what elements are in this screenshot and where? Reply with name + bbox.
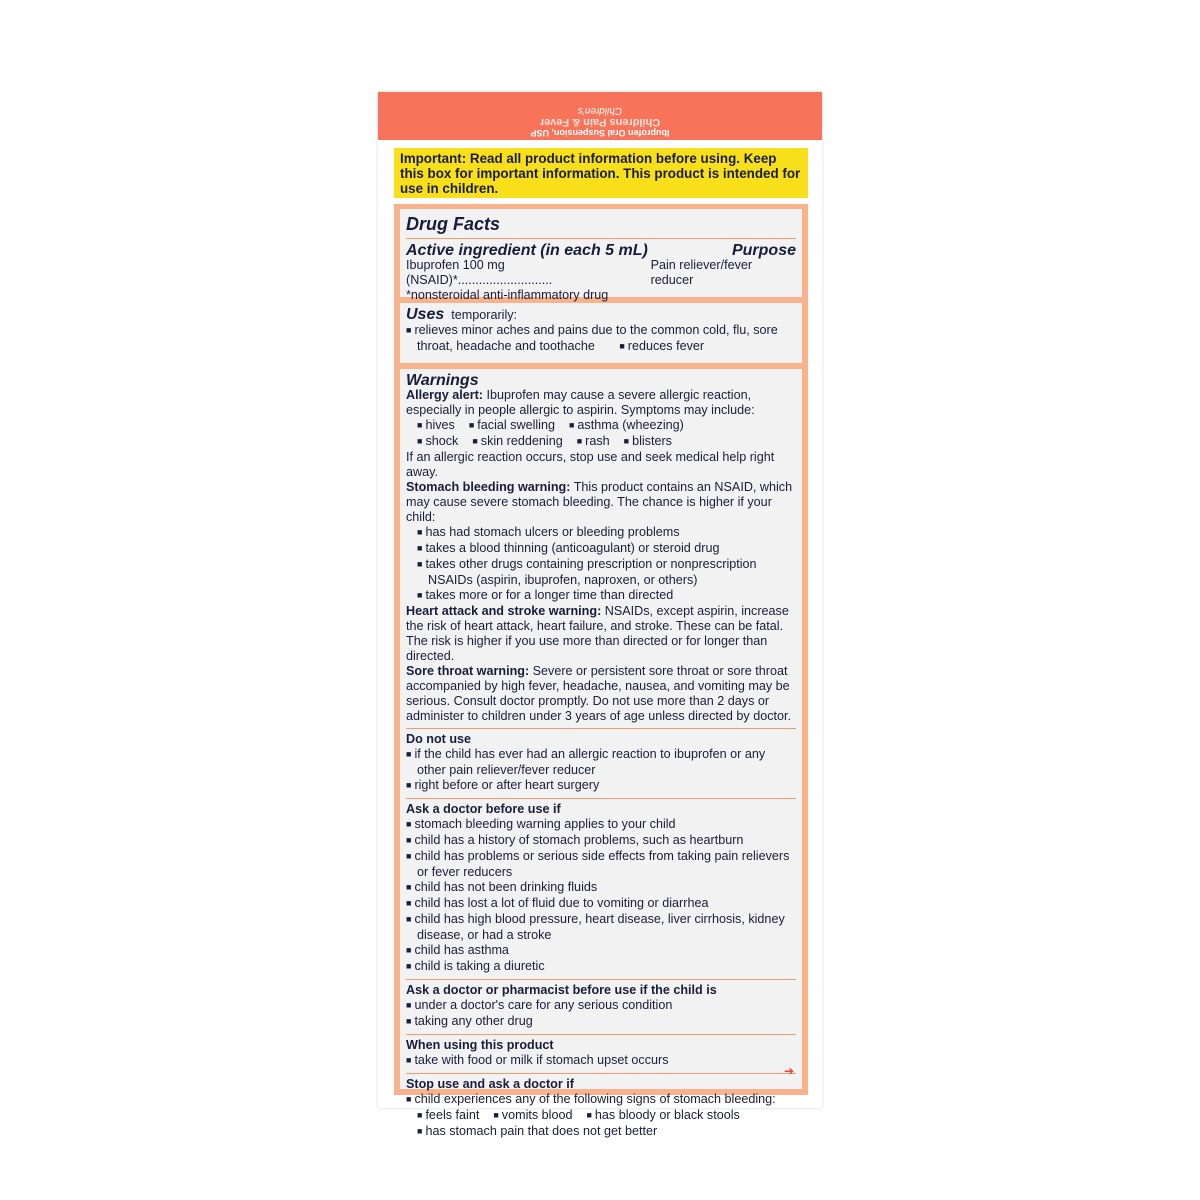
ask-doctor-item: ■ child has high blood pressure, heart disease, liver cirrhosis, kidney disease, or had a stroke: [406, 912, 796, 943]
warnings-section: [400, 369, 802, 1138]
box-top-flap: [378, 92, 822, 140]
symptoms-row-2: [406, 434, 796, 450]
divider: [406, 728, 796, 729]
ask-doctor-item: ■ child has a history of stomach problems, such as heartburn: [406, 833, 796, 849]
ask-doctor-item: ■ child is taking a diuretic: [406, 959, 796, 975]
product-box-back: [378, 92, 822, 1138]
stop-use-intro: ■ child experiences any of the following signs of stomach bleeding:: [406, 1092, 796, 1108]
ask-doctor-item: ■ child has lost a lot of fluid due to vomiting or diarrhea: [406, 896, 796, 912]
ingredient-footnote: *nonsteroidal anti-inflammatory drug: [406, 288, 609, 302]
allergy-alert: Allergy alert: Ibuprofen may cause a severe allergic reaction, especially in people allergic to aspirin. Symptoms may include:: [406, 388, 755, 417]
stomach-warning: Stomach bleeding warning: This product contains an NSAID, which may cause severe stomach bleeding. The chance is higher if your child:: [406, 480, 793, 524]
symptom: ■ shock: [417, 434, 458, 450]
ask-doctor-item: ■ stomach bleeding warning applies to your child: [406, 817, 796, 833]
stomach-item: ■ takes other drugs containing prescription or nonprescription NSAIDs (aspirin, ibuprofen, naproxen, or others): [406, 557, 796, 588]
important-notice: Important: Read all product information before using. Keep this box for important information. This product is intended for use in children.: [394, 148, 808, 198]
flap-brand-prefix: Children's: [577, 105, 623, 116]
allergy-after: If an allergic reaction occurs, stop use and seek medical help right away.: [406, 450, 775, 479]
ask-doctor-title: Ask a doctor before use if: [406, 802, 561, 816]
do-not-use-item: ■ if the child has ever had an allergic reaction to ibuprofen or any other pain reliever/fever reducer: [406, 747, 796, 778]
ask-pharmacist-item: ■ taking any other drug: [406, 1014, 796, 1030]
ask-doctor-item: ■ child has problems or serious side effects from taking pain relievers or fever reducers: [406, 849, 796, 880]
stop-sign: ■ has bloody or black stools: [586, 1108, 739, 1124]
stop-use-title: Stop use and ask a doctor if: [406, 1077, 574, 1091]
ingredient-purpose: Pain reliever/fever reducer: [650, 258, 753, 287]
stop-sign: ■ vomits blood: [493, 1108, 572, 1124]
drug-facts-panel: [394, 204, 808, 1138]
flap-line2: Childrens Pain & Fever: [539, 116, 661, 128]
uses-section: [400, 303, 802, 363]
uses-intro: temporarily:: [451, 308, 518, 322]
ask-doctor-item: ■ child has not been drinking fluids: [406, 880, 796, 896]
symptom: ■ facial swelling: [469, 418, 555, 434]
stop-sign: ■ feels faint: [417, 1108, 479, 1124]
ask-pharmacist-title: Ask a doctor or pharmacist before use if the child is: [406, 983, 717, 997]
continue-arrow-icon: ➔: [783, 1064, 794, 1078]
divider: [406, 798, 796, 799]
do-not-use-title: Do not use: [406, 732, 472, 746]
purpose-heading: Purpose: [731, 242, 796, 259]
throat-warning: Sore throat warning: Severe or persistent sore throat or sore throat accompanied by high fever, headache, nausea, and vomiting may be serious. Consult doctor promptly. Do not use more than 2 days or administer to children under 3 years of age unless directed by doctor.: [406, 664, 792, 723]
symptom: ■ asthma (wheezing): [569, 418, 684, 434]
drug-facts-title: Drug Facts: [406, 214, 501, 234]
upside-down-branding: [378, 92, 822, 140]
divider: [406, 1034, 796, 1035]
stop-signs-row: [406, 1108, 796, 1124]
do-not-use-item: ■ right before or after heart surgery: [406, 778, 796, 794]
active-ingredient-section: [400, 209, 802, 302]
flap-line1: Ibuprofen Oral Suspension, USP: [530, 128, 670, 138]
when-using-item: ■ take with food or milk if stomach upset occurs: [406, 1053, 796, 1069]
divider: [406, 979, 796, 980]
symptom: ■ blisters: [624, 434, 672, 450]
uses-item: ■ relieves minor aches and pains due to the common cold, flu, sore throat, headache and toothache ■ reduces fever: [406, 323, 796, 355]
stomach-item: ■ takes a blood thinning (anticoagulant) or steroid drug: [406, 541, 796, 557]
symptom: ■ rash: [577, 434, 610, 450]
stomach-item: ■ takes more or for a longer time than directed: [406, 588, 796, 604]
heart-warning: Heart attack and stroke warning: NSAIDs, except aspirin, increase the risk of heart attack, heart failure, and stroke. These can be fatal. The risk is higher if you use more than directed or for longer than directed.: [406, 604, 789, 663]
ask-doctor-item: ■ child has asthma: [406, 943, 796, 959]
warnings-title: Warnings: [406, 372, 479, 389]
symptom: ■ hives: [417, 418, 455, 434]
ingredient-name: Ibuprofen 100 mg (NSAID)*...........................: [406, 258, 553, 287]
uses-item-fever: reduces fever: [627, 339, 705, 353]
uses-title: Uses: [406, 306, 445, 323]
stop-use-item: ■ has stomach pain that does not get better: [406, 1124, 796, 1140]
active-heading-row: [406, 243, 796, 258]
symptom: ■ skin reddening: [472, 434, 562, 450]
when-using-title: When using this product: [406, 1038, 554, 1052]
divider: [406, 238, 796, 239]
ask-pharmacist-item: ■ under a doctor's care for any serious condition: [406, 998, 796, 1014]
divider: [406, 1073, 796, 1074]
symptoms-row-1: [406, 418, 796, 434]
ingredient-row: [406, 258, 796, 288]
stomach-item: ■ has had stomach ulcers or bleeding problems: [406, 525, 796, 541]
active-ingredient-heading: Active ingredient (in each 5 mL): [406, 242, 648, 259]
